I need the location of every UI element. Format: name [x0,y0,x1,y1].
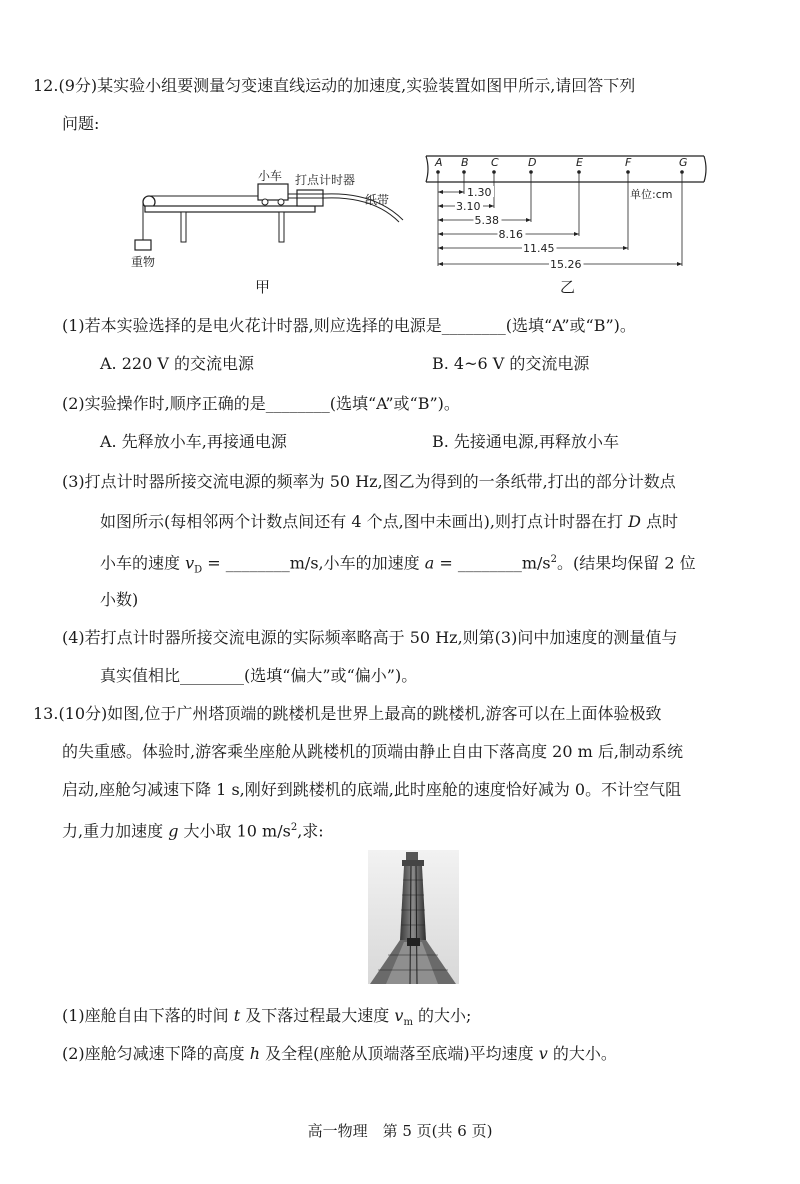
q13-sub1: (1)座舱自由下落的时间 t 及下落过程最大速度 $v_m$ 的大小; [62,1006,472,1029]
dim-arrowhead [438,232,443,236]
q12-part1: (1)若本实验选择的是电火花计时器,则应选择的电源是________(选填“A”或“B”)。 [62,316,636,335]
unit-label: 单位:cm [630,188,673,201]
point-label-F: F [625,156,632,169]
tape-right-tear [704,156,706,182]
tape-left-tear [426,156,428,182]
dim-arrowhead [574,232,579,236]
q13-sub2: (2)座舱匀减速下降的高度 h 及全程(座舱从顶端落至底端)平均速度 v 的大小。 [62,1044,617,1063]
q13-stem-line2: 的失重感。体验时,游客乘坐座舱从跳楼机的顶端由静止自由下落高度 20 m 后,制动系统 [62,742,683,761]
q12-stem-line1: 12.(9分)某实验小组要测量匀变速直线运动的加速度,实验装置如图甲所示,请回答下列 [33,76,636,95]
dim-arrowhead [438,246,443,250]
dim-label-4: 8.16 [498,228,523,241]
dim-arrowhead [489,204,494,208]
q12-part3-line3: 小车的速度 $v_D$ = ________m/s,小车的加速度 $a = \_\_\_\_\_\_\_\_m/s^2$。(结果均保留 2 位 [100,553,696,576]
table-top [145,206,315,212]
caption-yi: 乙 [560,278,576,296]
figure-jia-apparatus [125,162,415,272]
drop-tower-photo [368,850,459,984]
q12-part3-line1: (3)打点计时器所接交流电源的频率为 50 Hz,图乙为得到的一条纸带,打出的部分计数点 [62,472,676,491]
q13-stem-line3: 启动,座舱匀减速下降 1 s,刚好到跳楼机的底端,此时座舱的速度恰好减为 0。不计空气阻 [62,780,682,799]
q12-part1-option-b: B. 4~6 V 的交流电源 [432,354,590,373]
point-label-B: B [461,156,469,169]
point-label-D: D [528,156,537,169]
point-label-G: G [679,156,688,169]
page-footer: 高一物理 第 5 页(共 6 页) [307,1122,493,1140]
dim-arrowhead [438,204,443,208]
q12-part2-option-a: A. 先释放小车,再接通电源 [100,432,287,451]
dim-label-2: 3.10 [456,200,481,213]
dim-arrowhead [677,262,682,266]
q13-stem-line1: 13.(10分)如图,位于广州塔顶端的跳楼机是世界上最高的跳楼机,游客可以在上面体验极致 [33,704,662,723]
q12-part2: (2)实验操作时,顺序正确的是________(选填“A”或“B”)。 [62,394,460,413]
dim-label-1: 1.30 [467,186,492,199]
figure-yi-tape [424,150,710,272]
q12-part2-option-b: B. 先接通电源,再释放小车 [432,432,620,451]
table-leg-right [279,212,284,242]
dim-label-5: 11.45 [523,242,555,255]
point-label-C: C [491,156,499,169]
q12-part1-option-a: A. 220 V 的交流电源 [100,354,254,373]
dim-arrowhead [526,218,531,222]
q12-part4-line1: (4)若打点计时器所接交流电源的实际频率略高于 50 Hz,则第(3)问中加速度的测量值与 [62,628,678,647]
dim-label-3: 5.38 [474,214,499,227]
point-label-A: A [435,156,443,169]
dim-arrowhead [438,190,443,194]
dim-arrowhead [623,246,628,250]
label-timer: 打点计时器 [295,173,356,187]
q12-part3-line2: 如图所示(每相邻两个计数点间还有 4 个点,图中未画出),则打点计时器在打 D 点时 [100,512,679,531]
car-wheel-right [278,199,284,205]
label-tape: 纸带 [365,193,390,207]
dim-arrowhead [438,262,443,266]
q12-part3-line4: 小数) [100,590,139,609]
label-car: 小车 [258,169,283,183]
q13-stem-line4: 力,重力加速度 g 大小取 10 $m/s^2$,求: [62,821,324,841]
dim-label-6: 15.26 [550,258,582,271]
q12-stem-line2: 问题: [62,114,100,133]
car [258,184,288,200]
caption-jia: 甲 [255,278,271,296]
q12-part4-line2: 真实值相比________(选填“偏大”或“偏小”)。 [100,666,418,685]
label-weight: 重物 [131,255,156,269]
point-label-E: E [576,156,583,169]
dim-arrowhead [459,190,464,194]
table-leg-left [181,212,186,242]
dim-arrowhead [438,218,443,222]
weight-block [135,240,151,250]
car-wheel-left [262,199,268,205]
